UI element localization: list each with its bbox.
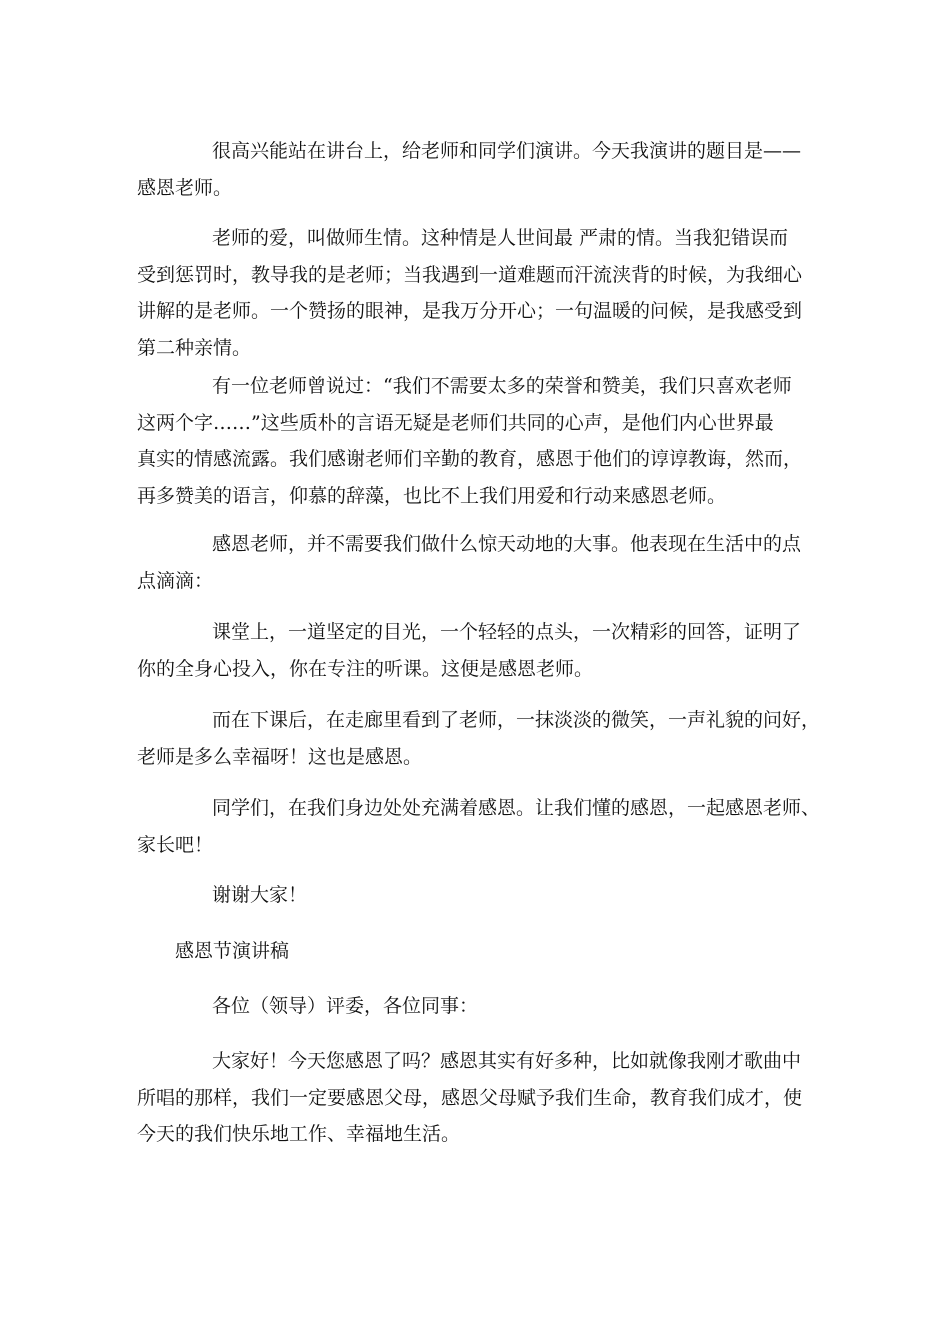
paragraph-line: 这两个字……”这些质朴的言语无疑是老师们共同的心声，是他们内心世界最 (137, 411, 774, 434)
paragraph-daily-gratitude (137, 526, 827, 599)
paragraph-line: 大家好！今天您感恩了吗？感恩其实有好多种，比如就像我刚才歌曲中 (212, 1050, 802, 1072)
paragraph-line: 家长吧！ (137, 833, 214, 856)
paragraph-line: 有一位老师曾说过：“我们不需要太多的荣誉和赞美，我们只喜欢老师 (212, 375, 792, 397)
paragraph-line: 受到惩罚时，教导我的是老师；当我遇到一道难题而汗流浃背的时候，为我细心 (137, 263, 803, 286)
paragraph-line: 而在下课后，在走廊里看到了老师，一抹淡淡的微笑，一声礼貌的问好， (212, 709, 821, 731)
paragraph-salutation (137, 988, 827, 1025)
paragraph-greeting (137, 1043, 827, 1153)
paragraph-teacher-quote (137, 368, 827, 514)
paragraph-line: 感恩老师，并不需要我们做什么惊天动地的大事。他表现在生活中的点 (212, 533, 802, 555)
paragraph-line: 各位（领导）评委，各位同事： (212, 995, 479, 1017)
paragraph-line: 很高兴能站在讲台上，给老师和同学们演讲。今天我演讲的题目是—— (212, 140, 802, 162)
paragraph-classmates (137, 790, 827, 863)
paragraph-line: 再多赞美的语言，仰慕的辞藻，也比不上我们用爱和行动来感恩老师。 (137, 484, 727, 507)
paragraph-line: 老师是多么幸福呀！这也是感恩。 (137, 745, 423, 768)
paragraph-line: 讲解的是老师。一个赞扬的眼神，是我万分开心；一句温暖的问候，是我感受到 (137, 300, 803, 322)
paragraph-thanks (137, 877, 827, 914)
paragraph-line: 今天的我们快乐地工作、幸福地生活。 (137, 1123, 461, 1145)
paragraph-line: 你的全身心投入，你在专注的听课。这便是感恩老师。 (137, 657, 594, 680)
paragraph-line: 真实的情感流露。我们感谢老师们辛勤的教育，感恩于他们的谆谆教诲，然而， (137, 448, 803, 470)
paragraph-line: 感恩老师。 (137, 176, 233, 199)
paragraph-line: 同学们，在我们身边处处充满着感恩。让我们懂的感恩，一起感恩老师、 (212, 797, 821, 819)
paragraph-line: 课堂上，一道坚定的目光，一个轻轻的点头，一次精彩的回答，证明了 (212, 621, 802, 643)
paragraph-teacher-love (137, 220, 827, 366)
paragraph-line: 点滴滴： (137, 569, 214, 592)
paragraph-line: 所唱的那样，我们一定要感恩父母，感恩父母赋予我们生命，教育我们成才，使 (137, 1086, 803, 1109)
paragraph-line: 第二种亲情。 (137, 336, 252, 359)
paragraph-opening (137, 133, 827, 206)
paragraph-line: 谢谢大家！ (212, 884, 308, 906)
section-title (137, 933, 827, 970)
paragraph-line: 老师的爱，叫做师生情。这种情是人世间最 严肃的情。当我犯错误而 (212, 227, 789, 249)
paragraph-classroom (137, 614, 827, 687)
paragraph-after-class (137, 702, 827, 775)
section-title-text: 感恩节演讲稿 (175, 940, 290, 962)
